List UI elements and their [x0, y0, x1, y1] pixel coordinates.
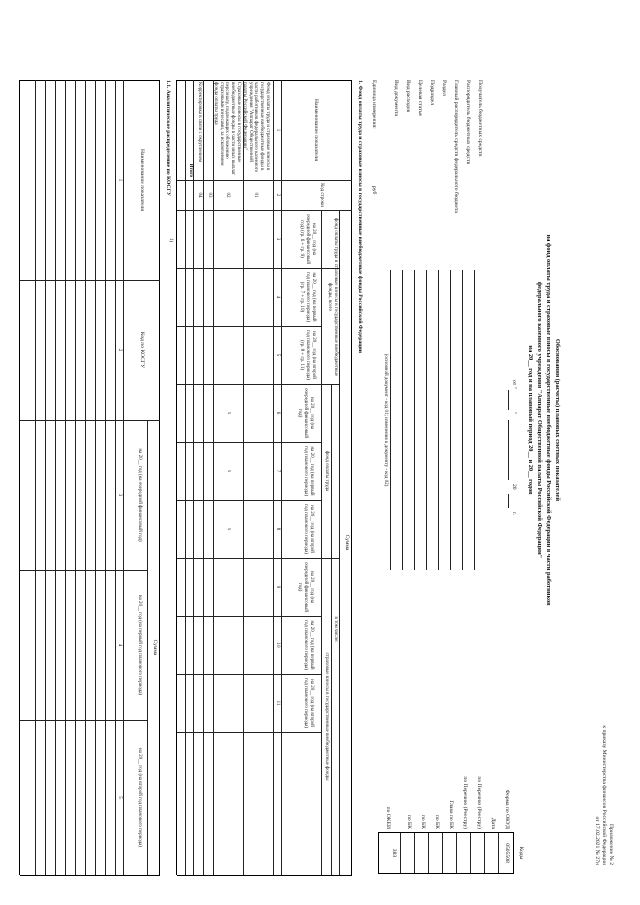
field-line: [438, 270, 439, 570]
col-sep: [20, 570, 148, 571]
okei-value: 383: [391, 848, 397, 858]
appendix-line3: от 17.02.2021 № 27н: [594, 816, 600, 865]
field-line: [390, 270, 391, 570]
field-main-distributor: Главный распорядитель средств федерального бюджета: [453, 80, 459, 213]
col-sep: [177, 500, 322, 501]
appendix-line2: к приказу Министерства финансов Российской Федерации: [601, 725, 607, 865]
s1-colnum: 4: [275, 295, 280, 299]
s1-colnum: 5: [275, 353, 280, 357]
codes-box: [378, 832, 524, 874]
s1-group-fot: фонд оплаты труда: [324, 450, 329, 492]
codes-line: [498, 833, 499, 873]
unit-value: руб: [371, 186, 377, 195]
s1-h8: на 20__ год (на второй год планового периода): [303, 504, 314, 554]
row-line: [185, 80, 186, 875]
table-row: Корректировка в связи с округлением: [197, 82, 202, 163]
s1-h10: на 20__ год (на первый год планового периода): [303, 620, 314, 670]
section11-title: 1.1. Аналитическое распределение по КОСГУ: [165, 80, 171, 197]
s1-colnum: 7: [275, 469, 280, 473]
date-day-blank: [508, 390, 509, 410]
col-sep: [177, 674, 322, 675]
codes-line: [428, 833, 429, 873]
footnote-mark: 1): [168, 238, 173, 243]
row-code: 04: [197, 192, 202, 198]
row-line: [95, 80, 96, 875]
s1-colnum: 10: [275, 642, 280, 648]
row-line: [243, 80, 244, 875]
glava-label: Глава по БК: [448, 800, 454, 829]
s1-colnum: 11: [275, 700, 280, 706]
field-distributor: Распорядитель бюджетных средств: [465, 80, 471, 165]
hdr-line: [123, 80, 124, 875]
s1-h11: на 20__ год (на второй год планового периода): [303, 678, 314, 728]
row-line: [203, 80, 204, 875]
s1-colnum: 2: [275, 193, 280, 197]
title-line4: на 20__ год и на плановый период 20__ и 20__ годов: [527, 345, 534, 495]
field-line: [414, 270, 415, 570]
hdr-line: [115, 80, 116, 875]
s1-group-inthat: в том числе:: [333, 616, 338, 643]
field-section: Раздел: [441, 80, 447, 96]
field-line: [462, 270, 463, 570]
row-line: [85, 80, 86, 875]
date-month-blank: [508, 420, 509, 480]
s11-h4: на 20__ год (на первый год планового периода): [137, 594, 142, 696]
s1-col-name: Наименование показателя: [313, 99, 319, 161]
appendix-line1: Приложение № 2: [608, 824, 614, 865]
s11-colnum: 5: [117, 796, 122, 799]
x-mark: x: [226, 411, 231, 415]
s11-col-kosgu: Код по КОСГУ: [139, 331, 145, 369]
table-row: Страховые взносы в государственные внебюджетные фонды в части иных выплат персоналу, подлежащих обложению страховыми взносами, за исключением фонда оплаты труда: [213, 82, 241, 175]
row-line: [213, 80, 214, 875]
okud-label: Форма по ОКУД: [504, 789, 510, 829]
s11-colnum: 1: [117, 178, 122, 182]
hdr-line: [339, 210, 340, 875]
bk-label-2: по БК: [420, 814, 426, 829]
date-label: Дата: [490, 817, 496, 829]
doc-type-note: (основной документ - код 01; изменения к документу - код 02): [383, 353, 388, 487]
s1-colnum: 3: [275, 237, 280, 241]
row-line: [75, 80, 76, 875]
date-suffix: г.: [511, 512, 517, 516]
title-line1: Обоснования (расчеты) плановых сметных показателей: [554, 338, 561, 502]
field-subsection: Подраздел: [429, 80, 435, 106]
section11-table: [20, 80, 160, 875]
col-sep: [177, 442, 322, 443]
col-sep: [177, 558, 340, 559]
row-line: [35, 80, 36, 875]
s11-col-name: Наименование показателя: [139, 149, 145, 211]
s11-colnum: 4: [117, 643, 122, 647]
table-row: Фонд оплаты труда и страховые взносы в государственные внебюджетные фонды в части работников федерального казенного учреждения "Аппарат Общественной палаты Российской Федерации": [242, 82, 270, 173]
codes-line: [414, 833, 415, 873]
table-border: [159, 80, 160, 875]
field-expense-type: Вид расходов: [405, 80, 411, 113]
s1-group-ins: страховые взносы в государственные внебюджетные фонды: [324, 652, 329, 781]
hdr-line: [147, 420, 148, 875]
row-code: 01: [253, 192, 258, 198]
codes-line: [400, 833, 401, 873]
col-sep: [177, 616, 322, 617]
field-line: [402, 270, 403, 570]
s1-colnum: 8: [275, 527, 280, 531]
row-line: [45, 80, 46, 875]
s1-h9: на 20__ год (на очередной финансовый год): [297, 561, 314, 612]
okud-value: 0505508: [504, 843, 510, 863]
hdr-line: [273, 80, 274, 875]
field-line: [426, 270, 427, 570]
table-border: [19, 80, 20, 875]
field-recipient: Получатель бюджетных средств: [477, 80, 483, 157]
field-target-article: Целевая статья: [417, 80, 423, 116]
s1-h6: на 20__ год (на очередной финансовый год): [297, 387, 314, 438]
date-prefix: от ": [511, 380, 517, 389]
date-year: 20: [511, 484, 517, 490]
title-line2: на фонд оплаты труда и страховые взносы в государственные внебюджетные фонды Российской Федерации в части работников: [545, 234, 552, 606]
codes-line: [470, 833, 471, 873]
s11-col-sum: Сумма: [152, 639, 158, 656]
col-sep: [177, 384, 340, 385]
table-border: [177, 875, 352, 876]
table-border: [351, 80, 352, 875]
s1-h4: на 20__ год (на первый год планового периода) (гр. 7 + гр. 10): [299, 272, 316, 322]
s1-colnum: 9: [275, 585, 280, 589]
s11-h3: на 20__ год (на очередной финансовый год): [137, 448, 142, 542]
row-line: [65, 80, 66, 875]
col-sep: [20, 720, 148, 721]
field-line: [450, 270, 451, 570]
row-line: [105, 80, 106, 875]
hdr-line: [321, 210, 322, 875]
date-year-blank: [508, 494, 509, 508]
bk-label-1: по БК: [434, 814, 440, 829]
x-mark: x: [226, 527, 231, 531]
codes-line: [442, 833, 443, 873]
s1-col-sum: Сумма: [344, 534, 350, 551]
okei-label: по ОКЕИ: [385, 806, 391, 829]
title-line3: федерального казенного учреждения "Аппарат Общественной палаты Российской Федерации": [536, 281, 543, 559]
s1-colnum: 1: [275, 128, 280, 132]
s1-col-code: Код строки: [319, 183, 324, 207]
s11-colnum: 3: [117, 493, 122, 497]
s11-h5: на 20__ год (на второй год планового периода): [137, 747, 142, 848]
codes-header: Коды: [518, 846, 524, 860]
codes-line: [456, 833, 457, 873]
s1-h7: на 20__ год (на первый год планового периода): [303, 446, 314, 496]
section1-title: 1. Фонд оплаты труда и страховые взносы в государственные внебюджетные фонды Российской Федерации: [357, 80, 363, 353]
s1-h5: на 20__ год (на второй год планового периода) (гр. 8 + гр. 11): [299, 330, 316, 380]
unit-label: Единица измерения:: [371, 80, 377, 129]
reestr-label-1: по Перечню (Реестру): [476, 776, 482, 829]
codes-line: [484, 833, 485, 873]
col-sep: [177, 732, 322, 733]
hdr-line: [331, 384, 332, 875]
date-quote: ": [511, 412, 517, 415]
x-mark: x: [226, 469, 231, 473]
table-border: [20, 875, 160, 876]
s1-h3: на 20__ год (на очередной финансовый год) (гр. 6 + гр. 9): [299, 213, 316, 264]
s11-colnum: 2: [117, 348, 122, 352]
col-sep: [20, 420, 160, 421]
col-sep: [177, 326, 322, 327]
field-doc-type: Вид документа: [393, 80, 399, 116]
reestr-label-2: по Перечню (Реестру): [462, 776, 468, 829]
total-label: Итого: [188, 163, 193, 177]
hdr-line: [281, 80, 282, 875]
row-line: [55, 80, 56, 875]
field-line: [474, 270, 475, 570]
s1-group-total: фонд оплаты труда и страховые взносы в государственные внебюджетные фонды, всего: [327, 218, 338, 376]
table-border: [176, 80, 177, 875]
col-sep: [177, 268, 340, 269]
row-code: 03: [207, 192, 212, 198]
section1-table: [177, 80, 352, 875]
row-line: [193, 80, 194, 875]
bk-label-3: по БК: [406, 814, 412, 829]
s1-colnum: 6: [275, 411, 280, 415]
row-code: 02: [225, 192, 230, 198]
